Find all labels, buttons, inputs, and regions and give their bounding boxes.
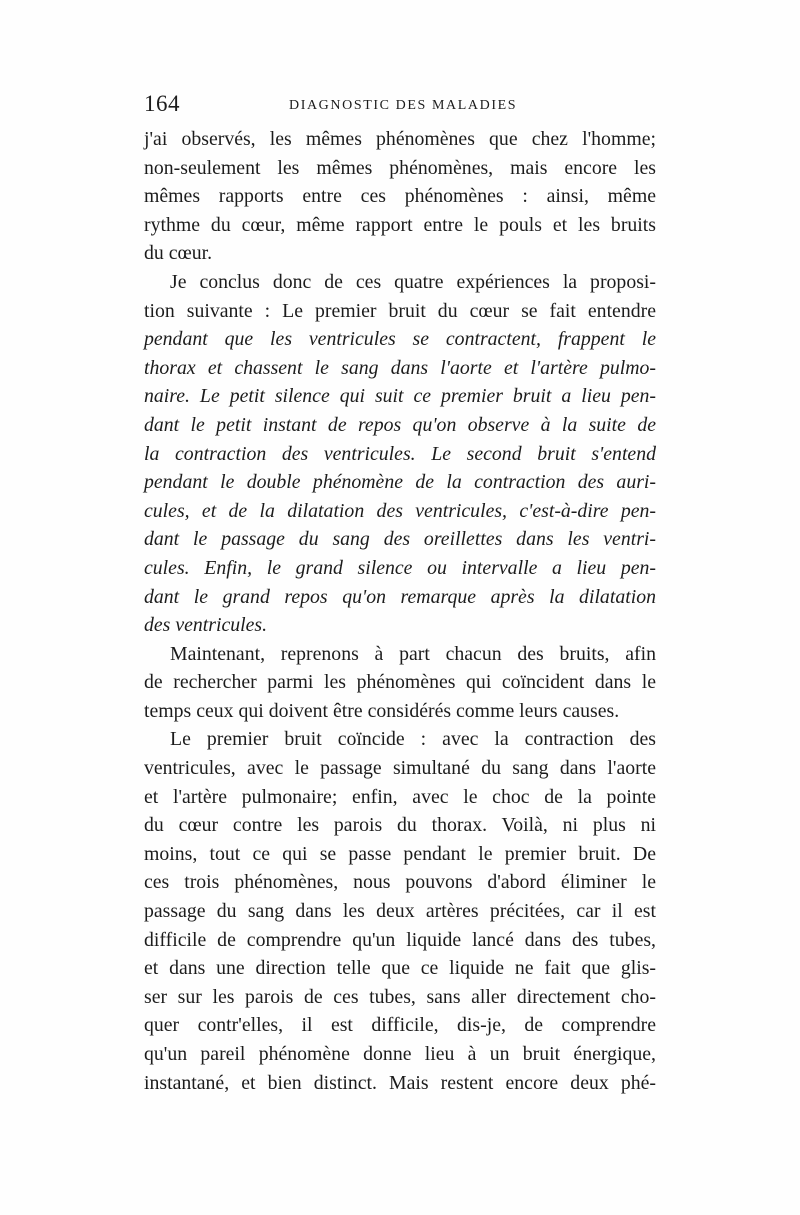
text-line: de rechercher parmi les phénomènes qui coïncident dans le xyxy=(144,671,656,694)
text-line: du cœur. xyxy=(144,242,213,265)
text-line: et dans une direction telle que ce liquide ne fait que glis- xyxy=(144,957,656,980)
page-number: 164 xyxy=(144,91,180,116)
text-line: moins, tout ce qui se passe pendant le premier bruit. De xyxy=(144,842,656,865)
text-line: difficile de comprendre qu'un liquide lancé dans des tubes, xyxy=(144,928,656,951)
text-line: mêmes rapports entre ces phénomènes : ainsi, même xyxy=(144,185,656,208)
text-line: Je conclus donc de ces quatre expériences la proposi- xyxy=(170,270,656,293)
text-line: ser sur les parois de ces tubes, sans aller directement cho- xyxy=(144,985,656,1008)
text-line-italic: des ventricules. xyxy=(144,614,268,637)
text-line: et l'artère pulmonaire; enfin, avec le choc de la pointe xyxy=(144,785,656,808)
text-line-italic: cules. Enfin, le grand silence ou intervalle a lieu pen- xyxy=(144,556,656,579)
text-line: instantané, et bien distinct. Mais restent encore deux phé- xyxy=(144,1071,656,1094)
text-line-italic: thorax et chassent le sang dans l'aorte et l'artère pulmo- xyxy=(144,356,656,379)
text-line: ces trois phénomènes, nous pouvons d'abord éliminer le xyxy=(144,871,656,894)
text-line: Maintenant, reprenons à part chacun des bruits, afin xyxy=(170,642,656,665)
text-line-italic: la contraction des ventricules. Le second bruit s'entend xyxy=(144,442,656,465)
text-line-italic: cules, et de la dilatation des ventricules, c'est-à-dire pen- xyxy=(144,499,656,522)
text-line: temps ceux qui doivent être considérés comme leurs causes. xyxy=(144,699,620,722)
text-line-italic: naire. Le petit silence qui suit ce premier bruit a lieu pen- xyxy=(144,385,656,408)
text-line-italic: pendant que les ventricules se contractent, frappent le xyxy=(144,328,656,351)
text-line-italic: dant le grand repos qu'on remarque après la dilatation xyxy=(144,585,656,608)
text-line: qu'un pareil phénomène donne lieu à un bruit énergique, xyxy=(144,1043,656,1065)
text-line-italic: pendant le double phénomène de la contraction des auri- xyxy=(144,471,656,494)
text-line: rythme du cœur, même rapport entre le pouls et les bruits xyxy=(144,213,656,236)
text-line: tion suivante : Le premier bruit du cœur se fait entendre xyxy=(144,299,656,322)
text-line: non-seulement les mêmes phénomènes, mais encore les xyxy=(144,156,656,179)
text-line: passage du sang dans les deux artères précitées, car il est xyxy=(144,900,656,923)
text-line-italic: dant le passage du sang des oreillettes dans les ventri- xyxy=(144,528,656,551)
text-line: ventricules, avec le passage simultané du sang dans l'aorte xyxy=(144,757,656,780)
text-line: du cœur contre les parois du thorax. Voilà, ni plus ni xyxy=(144,814,656,837)
running-head: DIAGNOSTIC DES MALADIES xyxy=(289,98,518,113)
text-line-italic: dant le petit instant de repos qu'on observe à la suite de xyxy=(144,413,656,436)
text-line: j'ai observés, les mêmes phénomènes que chez l'homme; xyxy=(144,128,656,150)
text-line: quer contr'elles, il est difficile, dis-je, de comprendre xyxy=(144,1014,656,1037)
text-line: Le premier bruit coïncide : avec la contraction des xyxy=(170,728,656,751)
body-text xyxy=(144,125,656,1097)
page-header xyxy=(144,90,656,124)
